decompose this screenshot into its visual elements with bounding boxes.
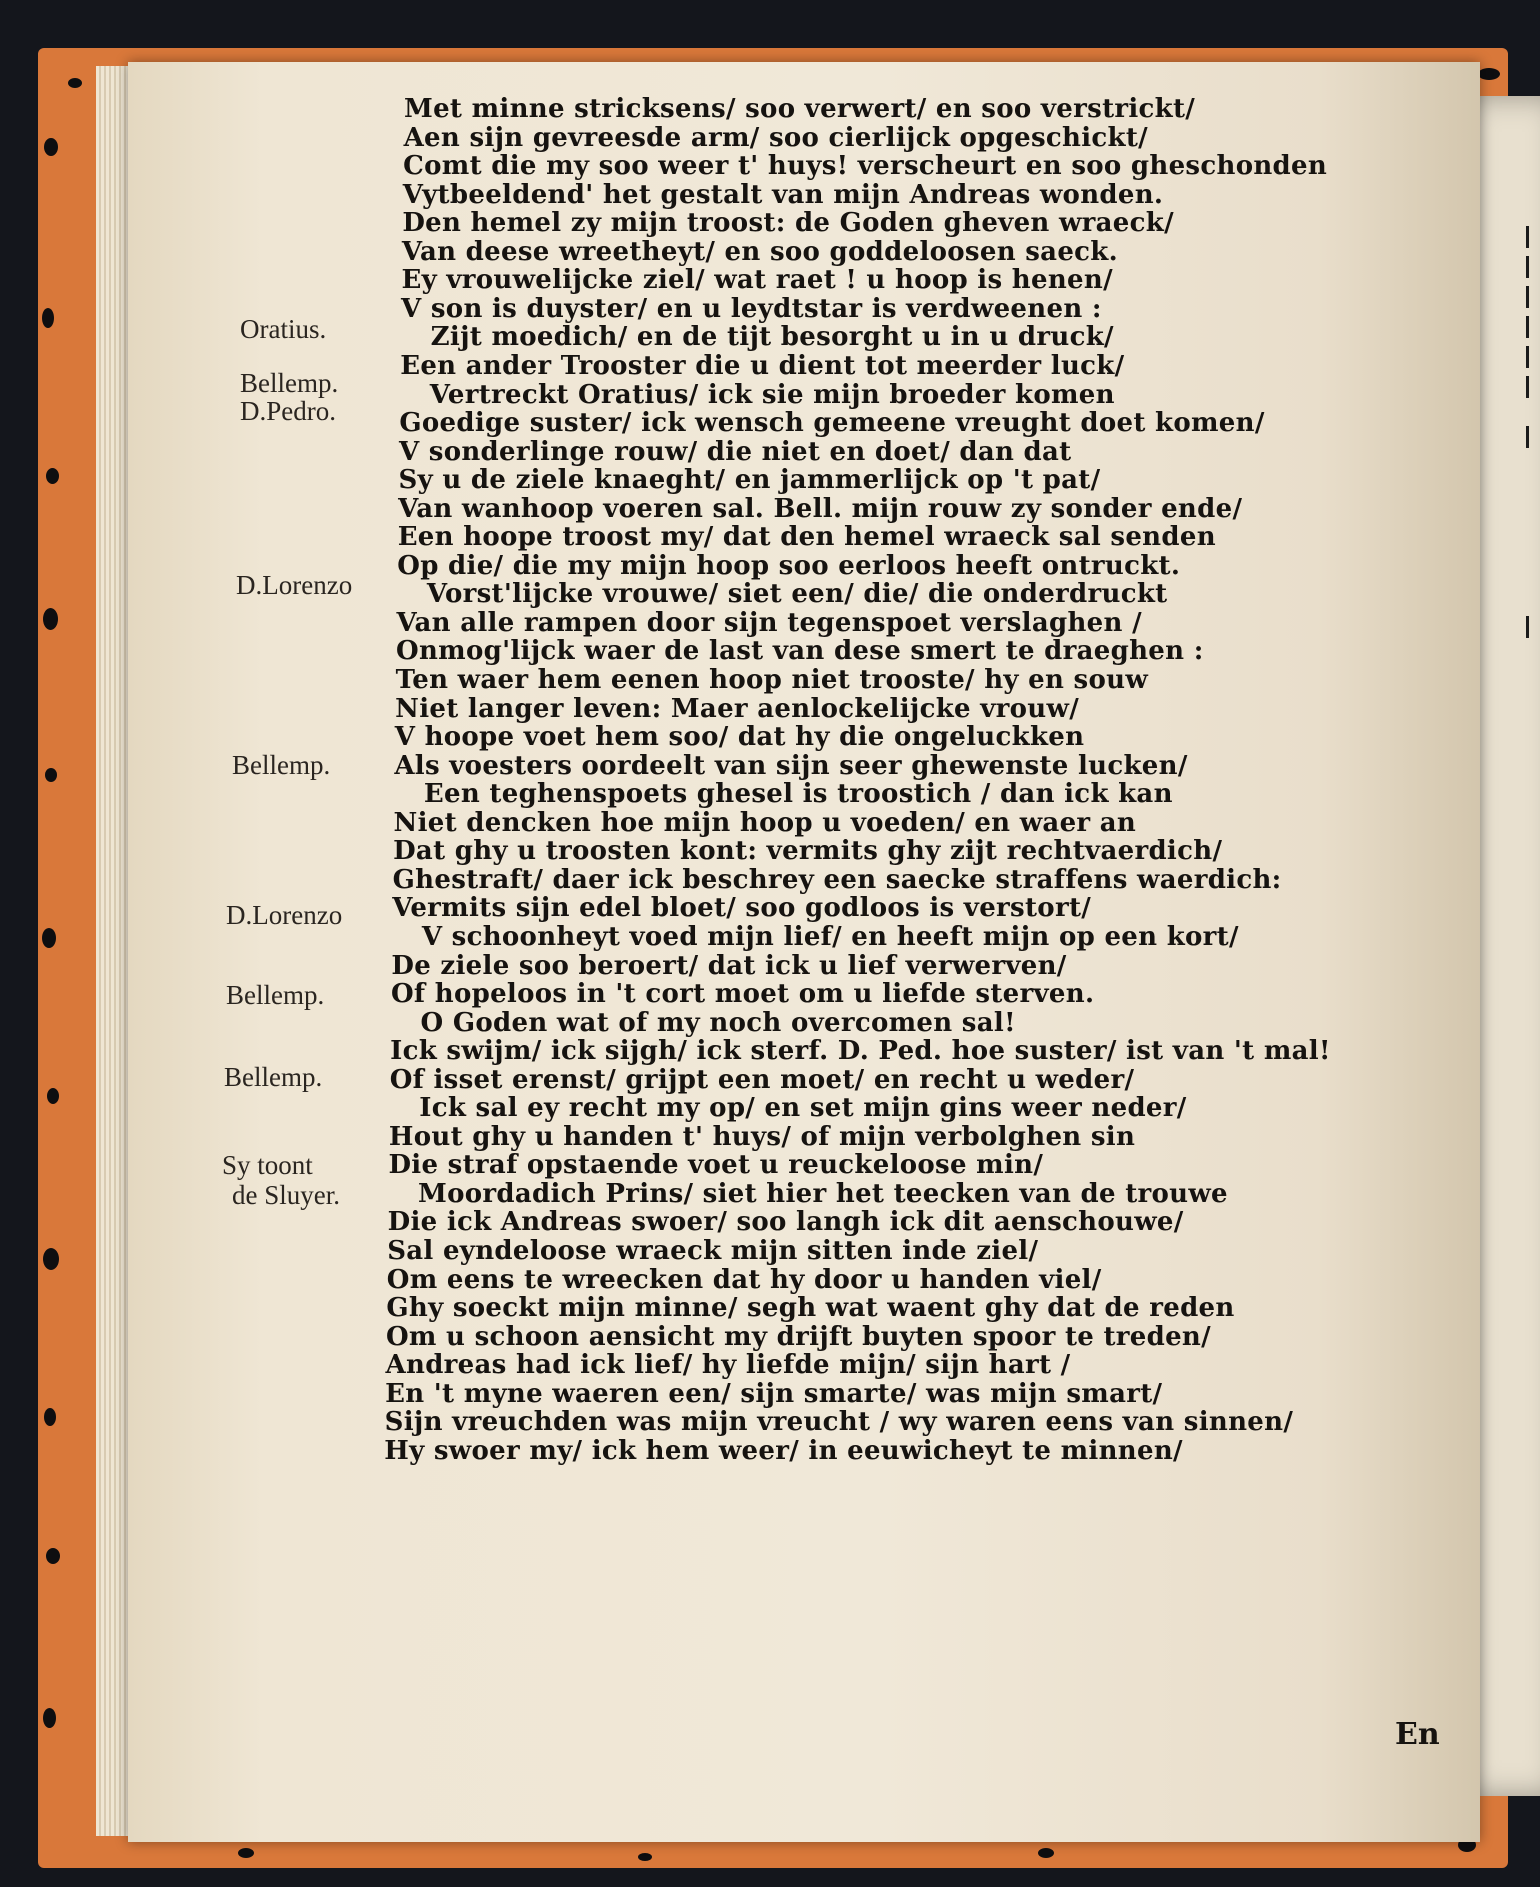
verse-line: V schoonheyt voed mijn lief/ en heeft mijn op een kort/ <box>421 921 1239 952</box>
verse-line: Aen sijn gevreesde arm/ soo cierlijck opgeschickt/ <box>403 122 1148 153</box>
speaker-label: Oratius. <box>240 314 327 344</box>
verse-line: O Goden wat of my noch overcomen sal! <box>420 1007 1016 1038</box>
verse-line: Van alle rampen door sijn tegenspoet verslaghen / <box>396 607 1142 638</box>
verse-line: Ey vrouwelijcke ziel/ wat raet ! u hoop is henen/ <box>401 265 1113 296</box>
verse-line: Moordadich Prins/ siet hier het teecken van de trouwe <box>418 1178 1228 1209</box>
cover-pattern-spot <box>42 308 54 328</box>
cover-pattern-spot <box>46 1548 60 1564</box>
stage-direction: Sy toont <box>222 1150 313 1180</box>
verse-line: Een teghenspoets ghesel is troostich / dan ick kan <box>423 779 1173 810</box>
verse-line: Op die/ die my mijn hoop soo eerloos heeft ontruckt. <box>397 550 1181 581</box>
verse-line: Goedige suster/ ick wensch gemeene vreught doet komen/ <box>399 408 1265 439</box>
facing-page-text-fragment <box>1526 256 1540 278</box>
verse-line: Om u schoon aensicht my drijft buyten spoor te treden/ <box>385 1321 1211 1352</box>
facing-page-text-fragment <box>1526 286 1540 308</box>
verse-line: Of isset erenst/ grijpt een moet/ en recht u weder/ <box>389 1064 1135 1095</box>
speaker-label: Bellemp. <box>232 750 331 780</box>
cover-pattern-spot <box>238 1848 254 1858</box>
speaker-label: D.Pedro. <box>240 396 336 426</box>
verse-line: En 't myne waeren een/ sijn smarte/ was mijn smart/ <box>385 1378 1163 1409</box>
verse-line: Ick swijm/ ick sijgh/ ick sterf. D. Ped. hoe suster/ ist van 't mal! <box>390 1036 1331 1067</box>
cover-pattern-spot <box>47 1088 59 1104</box>
verse-line: Sijn vreuchden was mijn vreucht / wy waren eens van sinnen/ <box>384 1407 1294 1438</box>
cover-pattern-spot <box>68 78 82 88</box>
cover-pattern-spot <box>1478 68 1500 80</box>
verse-line: Die straf opstaende voet u reuckeloose min/ <box>388 1150 1044 1181</box>
verse-line: Sal eyndeloose wraeck mijn sitten inde ziel/ <box>387 1236 1039 1266</box>
verse-line: Van deese wreetheyt/ en soo goddeloosen saeck. <box>401 236 1118 267</box>
verse-line: Van wanhoop voeren sal. Bell. mijn rouw zy sonder ende/ <box>398 493 1243 524</box>
facing-page-text-fragment <box>1526 346 1540 368</box>
verse-line: Vytbeeldend' het gestalt van mijn Andreas wonden. <box>402 179 1164 210</box>
verse-line: Ick sal ey recht my op/ en set mijn gins weer neder/ <box>419 1093 1187 1124</box>
speaker-label: Bellemp. <box>240 368 339 398</box>
speaker-label: D.Lorenzo <box>226 900 343 930</box>
speaker-label: Bellemp. <box>224 1062 323 1092</box>
verse-line: Of hopeloos in 't cort moet om u liefde sterven. <box>390 979 1095 1010</box>
cover-pattern-spot <box>43 1248 59 1270</box>
cover-pattern-spot <box>46 468 59 484</box>
verse-line: V son is duyster/ en u leydtstar is verdweenen : <box>401 293 1102 324</box>
verse-line: Een ander Trooster die u dient tot meerder luck/ <box>400 350 1125 381</box>
verse-line: Den hemel zy mijn troost: de Goden gheven wraeck/ <box>402 208 1174 239</box>
verse-line: Ghy soeckt mijn minne/ segh wat waent ghy dat de reden <box>386 1293 1235 1324</box>
verse-line: Om eens te wreecken dat hy door u handen viel/ <box>386 1264 1102 1295</box>
verse-line: De ziele soo beroert/ dat ick u lief verwerven/ <box>391 950 1067 981</box>
verse-line: Dat ghy u troosten kont: vermits ghy zijt rechtvaerdich/ <box>393 836 1223 867</box>
verse-line: Vorst'lijcke vrouwe/ siet een/ die/ die onderdruckt <box>426 579 1168 610</box>
speaker-label: Bellemp. <box>226 980 325 1010</box>
verse-line: Andreas had ick lief/ hy liefde mijn/ sijn hart / <box>385 1350 1071 1381</box>
cover-pattern-spot <box>638 1853 652 1861</box>
cover-pattern-spot <box>44 138 58 156</box>
speaker-label: D.Lorenzo <box>236 570 353 600</box>
verse-line: Niet langer leven: Maer aenlockelijcke vrouw/ <box>395 693 1079 724</box>
verse-line: Als voesters oordeelt van sijn seer ghewenste lucken/ <box>394 750 1188 781</box>
verse-line: Onmog'lijck waer de last van dese smert te draeghen : <box>396 636 1204 667</box>
verse-line: Zijt moedich/ en de tijt besorght u in u druck/ <box>430 322 1114 353</box>
cover-pattern-spot <box>43 1708 56 1728</box>
verse-line: V hoope voet hem soo/ dat hy die ongeluckken <box>394 722 1085 753</box>
verse-line: V sonderlinge rouw/ die niet en doet/ dan dat <box>398 436 1072 467</box>
verse-line: Niet dencken hoe mijn hoop u voeden/ en waer an <box>393 807 1137 838</box>
verse-line: Ten waer hem eenen hoop niet trooste/ hy en souw <box>395 665 1149 695</box>
verse-line: Vertreckt Oratius/ ick sie mijn broeder komen <box>429 379 1115 410</box>
verse-line: Comt die my soo weer t' huys! verscheurt en soo gheschonden <box>403 151 1328 182</box>
facing-page-text-fragment <box>1526 226 1540 248</box>
verse-line: Die ick Andreas swoer/ soo langh ick dit aenschouwe/ <box>387 1207 1184 1238</box>
facing-page-text-fragment <box>1526 316 1540 338</box>
verse-line: Hy swoer my/ ick hem weer/ in eeuwicheyt te minnen/ <box>384 1435 1183 1466</box>
verse-line: Vermits sijn edel bloet/ soo godloos is verstort/ <box>392 893 1092 924</box>
verse-line: Ghestraft/ daer ick beschrey een saecke straffens waerdich: <box>392 864 1282 895</box>
cover-pattern-spot <box>42 928 56 948</box>
stage-direction: de Sluyer. <box>232 1180 340 1210</box>
verse-line: Sy u de ziele knaeght/ en jammerlijck op 't pat/ <box>398 465 1101 496</box>
catchword: En <box>1395 1717 1440 1752</box>
verse-line: Met minne stricksens/ soo verwert/ en soo verstrickt/ <box>404 94 1196 124</box>
cover-pattern-spot <box>43 608 58 630</box>
cover-pattern-spot <box>1038 1848 1054 1858</box>
verse-line: Een hoope troost my/ dat den hemel wraeck sal senden <box>397 522 1216 553</box>
cover-pattern-spot <box>45 768 57 782</box>
facing-page-text-fragment <box>1526 616 1540 638</box>
cover-pattern-spot <box>44 1408 56 1426</box>
verse-text <box>128 62 1480 1842</box>
verse-line: Hout ghy u handen t' huys/ of mijn verbolghen sin <box>388 1121 1136 1152</box>
facing-page-text-fragment <box>1526 426 1540 448</box>
facing-page-text-fragment <box>1526 376 1540 398</box>
book-page <box>128 62 1480 1842</box>
